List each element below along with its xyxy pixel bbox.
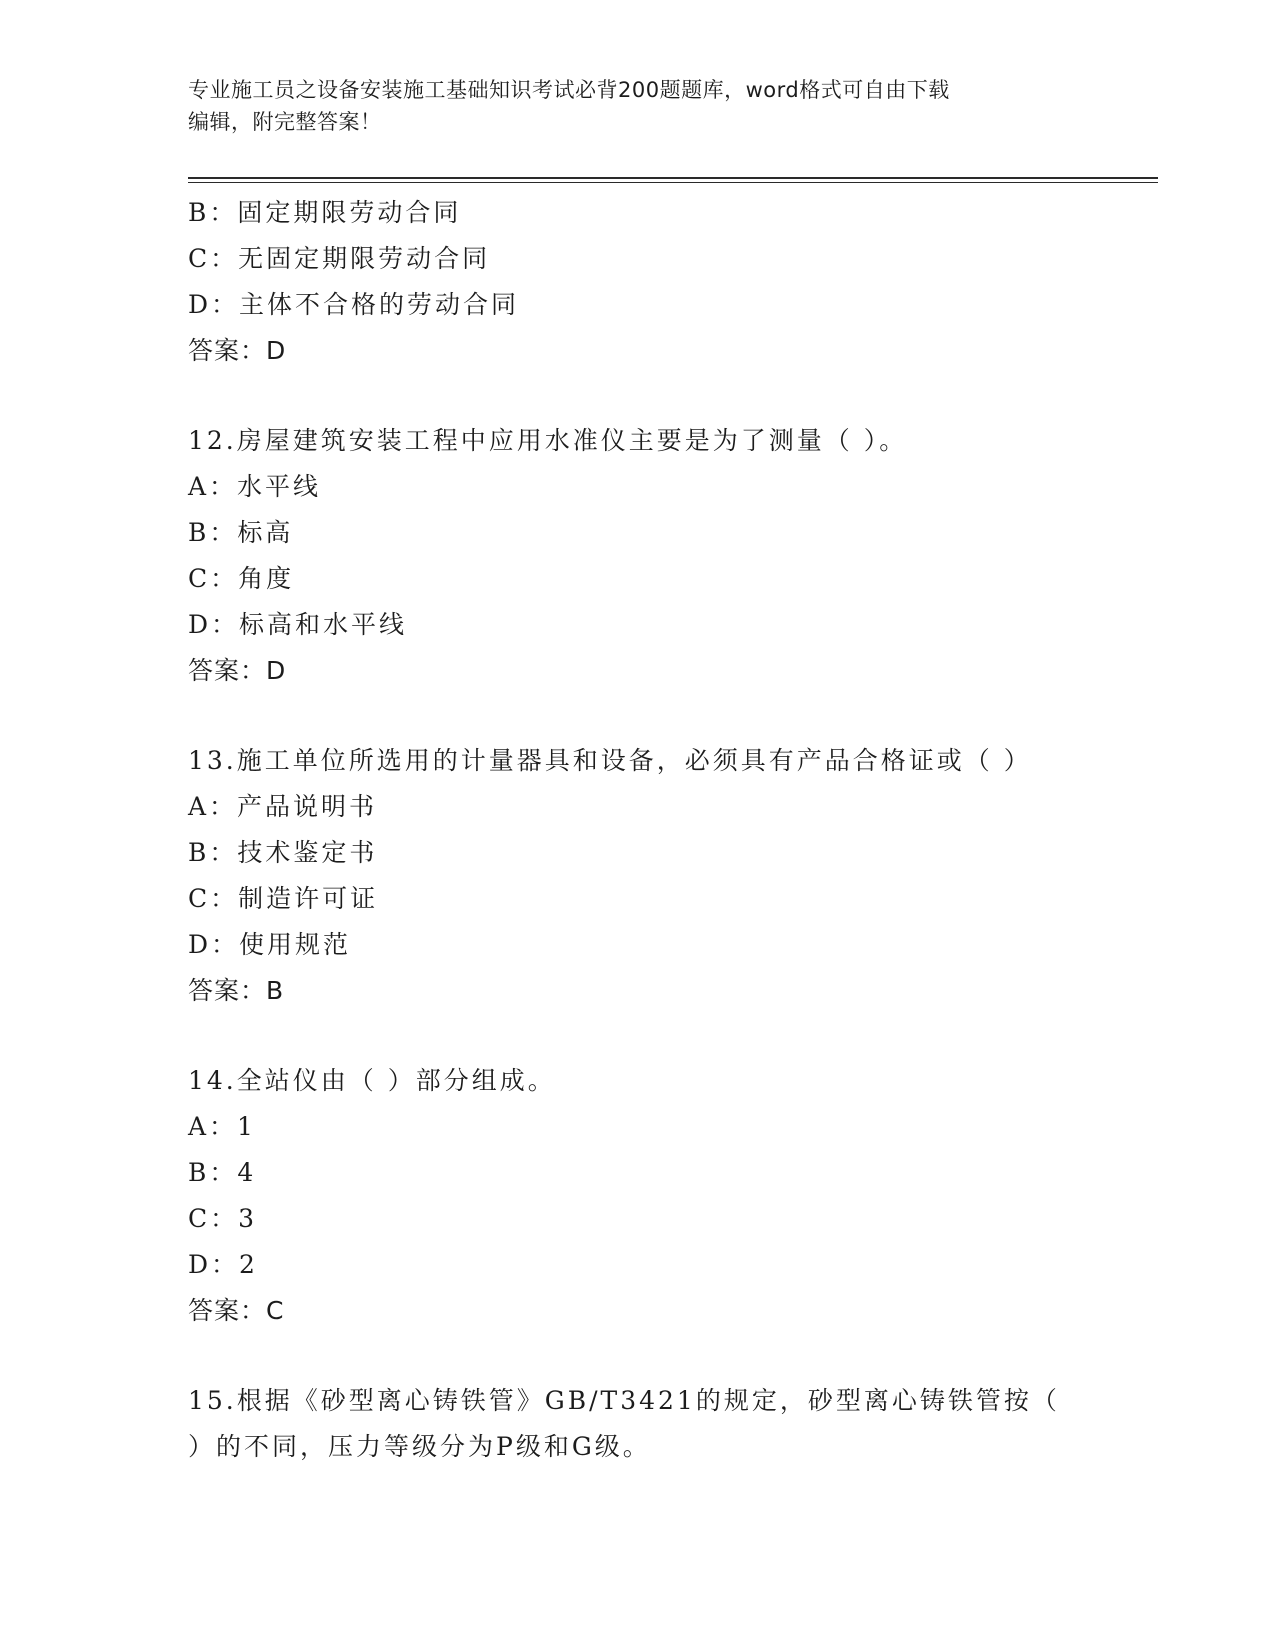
option-b: B：标高 [188, 518, 294, 547]
header-title-line-1: 专业施工员之设备安装施工基础知识考试必背200题题库，word格式可自由下载 [188, 78, 950, 102]
answer: 答案：D [188, 656, 287, 685]
option-c: C：角度 [188, 564, 295, 593]
question-11 [188, 190, 1108, 374]
answer: 答案：D [188, 336, 287, 365]
spacer [188, 1014, 1108, 1058]
spacer [188, 694, 1108, 738]
header-title-line-2: 编辑，附完整答案！ [188, 110, 382, 134]
question-15 [188, 1378, 1108, 1470]
question-stem-line-1: 15.根据《砂型离心铸铁管》GB/T3421的规定，砂型离心铸铁管按（ [188, 1386, 1060, 1415]
option-a: A：产品说明书 [188, 792, 378, 821]
spacer [188, 1334, 1108, 1378]
header-divider-thin [188, 182, 1158, 183]
question-stem: 13.施工单位所选用的计量器具和设备，必须具有产品合格证或（ ） [188, 746, 1032, 775]
header-divider-thick [188, 177, 1158, 179]
option-a: A：水平线 [188, 472, 322, 501]
option-b: B：固定期限劳动合同 [188, 198, 462, 227]
question-12 [188, 418, 1108, 694]
answer: 答案：B [188, 976, 285, 1005]
option-c: C：3 [188, 1204, 258, 1233]
question-stem: 14.全站仪由（ ）部分组成。 [188, 1066, 556, 1095]
option-b: B：技术鉴定书 [188, 838, 378, 867]
question-14 [188, 1058, 1108, 1334]
option-c: C：制造许可证 [188, 884, 379, 913]
document-header [188, 74, 1088, 138]
option-d: D：标高和水平线 [188, 610, 408, 639]
option-d: D：使用规范 [188, 930, 352, 959]
question-stem: 12.房屋建筑安装工程中应用水准仪主要是为了测量（ ）。 [188, 426, 908, 455]
option-d: D：2 [188, 1250, 258, 1279]
option-a: A：1 [188, 1112, 256, 1141]
answer: 答案：C [188, 1296, 285, 1325]
option-d: D：主体不合格的劳动合同 [188, 290, 520, 319]
spacer [188, 374, 1108, 418]
question-13 [188, 738, 1108, 1014]
question-stem-line-2: ）的不同，压力等级分为P级和G级。 [188, 1432, 651, 1461]
option-c: C：无固定期限劳动合同 [188, 244, 491, 273]
option-b: B：4 [188, 1158, 257, 1187]
question-list [188, 190, 1108, 1470]
